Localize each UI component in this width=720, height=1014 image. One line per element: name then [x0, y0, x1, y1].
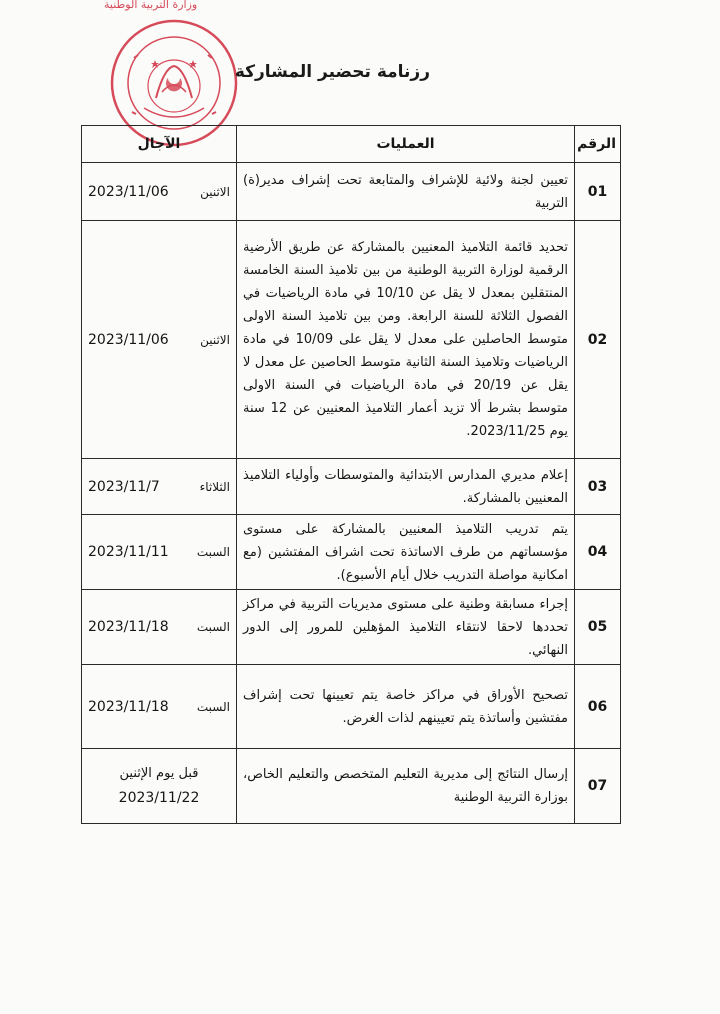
deadline-day: السبت [196, 545, 230, 559]
page-title: رزنامة تحضير المشاركة [234, 62, 430, 82]
row-deadline [82, 163, 237, 221]
row-deadline [82, 590, 237, 665]
deadline-day: قبل يوم الإثنين [119, 766, 199, 781]
table-row [82, 221, 621, 459]
row-operation: تحديد قائمة التلاميذ المعنيين بالمشاركة عن طريق الأرضية الرقمية لوزارة التربية الوطنية من بين تلاميذ السنة الخامسة المنتقلين بمعدل لا يقل عن 10/10 في مادة الرياضيات في الفصول الثلاثة للسنة الرابعة. ومن بين تلاميذ السنة الاولى متوسط الحاصلين على معدل لا يقل على 10/09 في مادة الرياضيات وتلاميذ السنة الثانية متوسط الحاصين عل معدل لا يقل عن 20/19 في مادة الرياضيات في السنة الاولى متوسط بشرط ألا تزيد أعمار التلاميذ المعنيين عن 12 سنة يوم 2023/11/25. [237, 221, 575, 459]
row-deadline [82, 515, 237, 590]
row-number: 07 [575, 749, 621, 824]
header-deadlines: الآجال [82, 126, 237, 163]
table-header-row [82, 126, 621, 163]
row-deadline [82, 221, 237, 459]
row-operation: إجراء مسابقة وطنية على مستوى مديريات التربية في مراكز تحددها لاحقا لانتقاء التلاميذ المؤهلين للمرور إلى الدور النهائي. [237, 590, 575, 665]
deadline-day: الثلاثاء [199, 479, 230, 494]
row-deadline [82, 459, 237, 515]
deadline-date: 2023/11/11 [88, 544, 169, 560]
schedule-table [81, 125, 621, 824]
row-number: 04 [575, 515, 621, 590]
deadline-day: الاثنين [200, 332, 230, 347]
row-operation: إرسال النتائج إلى مديرية التعليم المتخصص والتعليم الخاص، بوزارة التربية الوطنية [237, 749, 575, 824]
deadline-date: 2023/11/22 [118, 790, 200, 806]
deadline-date: 2023/11/18 [88, 619, 169, 635]
row-operation: تعيين لجنة ولائية للإشراف والمتابعة تحت إشراف مدير(ة) التربية [237, 163, 575, 221]
table-row [82, 459, 621, 515]
table-row [82, 665, 621, 749]
deadline-day: السبت [196, 699, 230, 714]
table-row [82, 163, 621, 221]
deadline-day: السبت [196, 620, 230, 634]
deadline-date: 2023/11/7 [88, 478, 160, 495]
table-row [82, 590, 621, 665]
deadline-day: الاثنين [200, 184, 230, 199]
row-deadline [82, 749, 237, 824]
row-number: 05 [575, 590, 621, 665]
table-row [82, 749, 621, 824]
deadline-date: 2023/11/18 [88, 698, 169, 715]
row-number: 02 [575, 221, 621, 459]
deadline-date: 2023/11/06 [88, 331, 169, 348]
deadline-date: 2023/11/06 [88, 183, 169, 200]
row-operation: يتم تدريب التلاميذ المعنيين بالمشاركة على مستوى مؤسساتهم من طرف الاساتذة تحت اشراف المفتشين (مع امكانية مواصلة التدريب خلال أيام الأسبوع). [237, 515, 575, 590]
row-number: 01 [575, 163, 621, 221]
row-number: 06 [575, 665, 621, 749]
row-deadline [82, 665, 237, 749]
table-row [82, 515, 621, 590]
header-operations: العمليات [237, 126, 575, 163]
row-operation: إعلام مديري المدارس الابتدائية والمتوسطات وأولياء التلاميذ المعنيين بالمشاركة. [237, 459, 575, 515]
stamp-text: وزارة التربية الوطنية [104, 0, 198, 11]
header-number: الرقم [575, 126, 621, 163]
row-operation: تصحيح الأوراق في مراكز خاصة يتم تعيينها تحت إشراف مفتشين وأساتذة يتم تعيينهم لذات الغرض. [237, 665, 575, 749]
row-number: 03 [575, 459, 621, 515]
